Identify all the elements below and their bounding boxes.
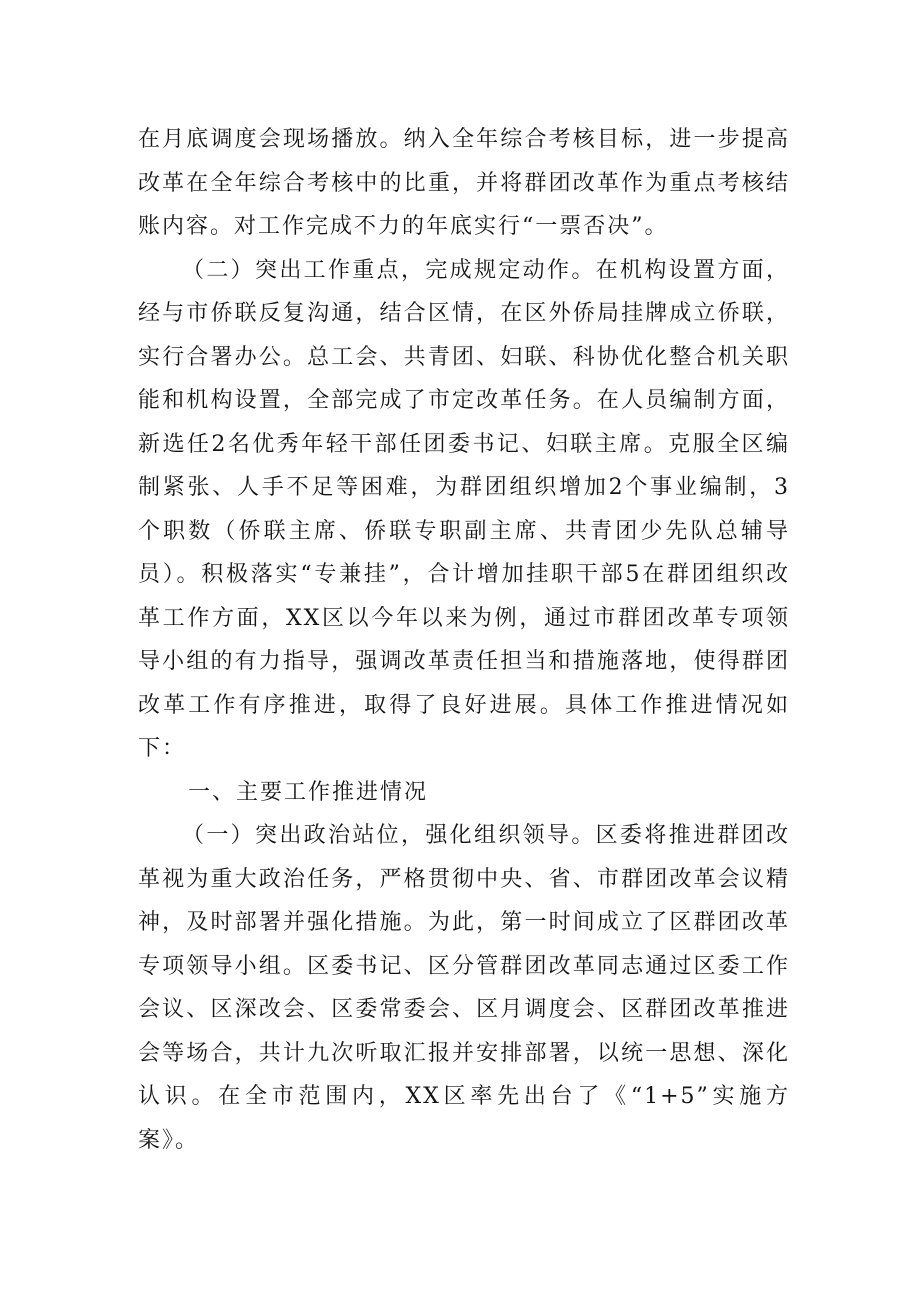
section-heading: 一、主要工作推进情况	[188, 779, 429, 805]
paragraph-section-one: （一）突出政治站位，强化组织领导。区委将推进群团改革视为重大政治任务，严格贯彻中央、省、市群团改革会议精神，及时部署并强化措施。为此，第一时间成立了区群团改革专项领导小组。区委书记、区分管群团改革同志通过区委工作会议、区深改会、区委常委会、区月调度会、区群团改革推进会等场合，共计九次听取汇报并安排部署，以统一思想、深化认识。在全市范围内，XX区率先出台了《“1+5”实施方案》。	[138, 823, 790, 1153]
paragraph-continuation: 在月底调度会现场播放。纳入全年综合考核目标，进一步提高改革在全年综合考核中的比重，并将群团改革作为重点考核结账内容。对工作完成不力的年底实行“一票否决”。	[138, 127, 790, 239]
paragraph-section-two: （二）突出工作重点，完成规定动作。在机构设置方面，经与市侨联反复沟通，结合区情，在区外侨局挂牌成立侨联，实行合署办公。总工会、共青团、妇联、科协优化整合机关职能和机构设置，全部完成了市定改革任务。在人员编制方面，新选任2名优秀年轻干部任团委书记、妇联主席。克服全区编制紧张、人手不足等困难，为群团组织增加2个事业编制，3个职数（侨联主席、侨联专职副主席、共青团少先队总辅导员）。积极落实“专兼挂”，合计增加挂职干部5在群团组织改革工作方面，XX区以今年以来为例，通过市群团改革专项领导小组的有力指导，强调改革责任担当和措施落地，使得群团改革工作有序推进，取得了良好进展。具体工作推进情况如下：	[138, 257, 790, 761]
document-body	[138, 118, 790, 1162]
